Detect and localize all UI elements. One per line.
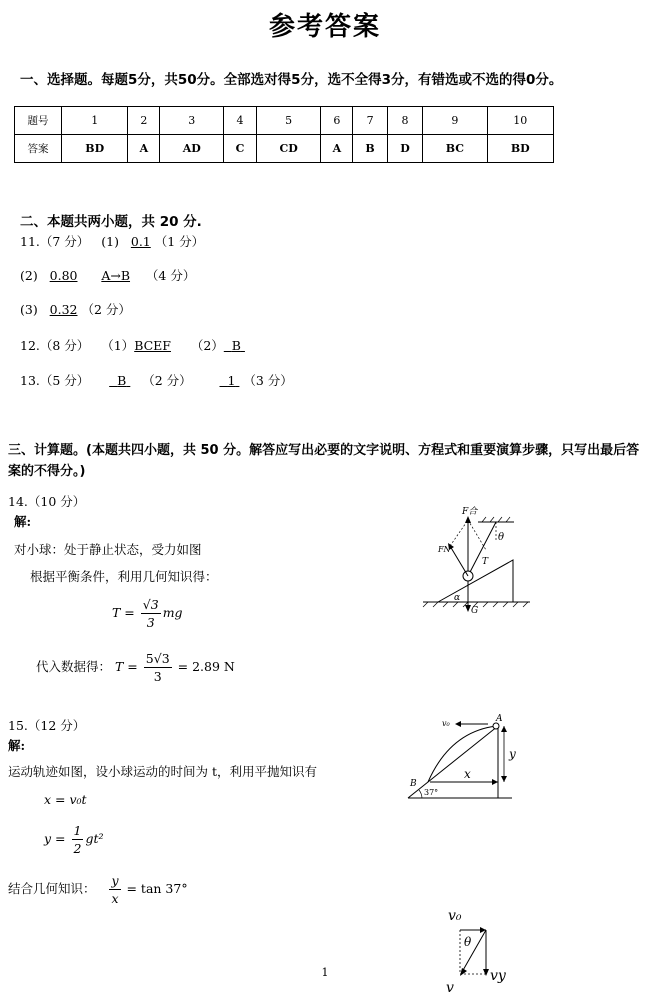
label-alpha: α: [454, 593, 461, 603]
table-row: [15, 107, 554, 135]
q15-label: 15.（12 分）: [8, 718, 86, 733]
table-cell: 6: [321, 107, 353, 135]
table-cell: 2: [128, 107, 160, 135]
denominator: 3: [153, 669, 162, 684]
table-cell: 10: [487, 107, 553, 135]
row-label-answer: 答案: [15, 135, 62, 163]
q12-label: 12.（8 分）: [20, 338, 90, 353]
q12-line: [20, 336, 245, 354]
page-title: 参考答案: [268, 12, 381, 42]
answer-value: 1: [227, 373, 236, 388]
answer-value: A→B: [101, 268, 131, 283]
table-row: [15, 135, 554, 163]
label-x: x: [464, 767, 471, 781]
table-cell: 5: [256, 107, 321, 135]
q11-label: 11.（7 分）: [20, 234, 90, 249]
score-text: （3 分）: [243, 373, 293, 388]
q14-text2: 根据平衡条件，利用几何知识得：: [30, 569, 218, 584]
fraction: [109, 872, 120, 907]
eq-lhs: T =: [112, 605, 135, 620]
label-T: T: [482, 557, 489, 567]
table-cell: 1: [62, 107, 128, 135]
q15-equation3: [8, 872, 188, 907]
label-vy: vy: [490, 968, 506, 984]
q14-jie: 解:: [14, 514, 32, 529]
part-label: (1): [101, 234, 119, 249]
section2-heading: 二、本题共两小题，共 20 分.: [20, 214, 202, 230]
denominator: 2: [73, 841, 82, 856]
denominator: 3: [146, 615, 155, 630]
q15-equation2: [44, 822, 104, 857]
table-cell: 7: [353, 107, 388, 135]
label-v0: v₀: [442, 719, 450, 728]
eq-rhs: = tan 37°: [126, 881, 188, 896]
part-label: (2): [20, 268, 38, 283]
section1-heading: 一、选择题。每题5分，共50分。全部选对得5分，选不全得3分，有错选或不选的得0分。: [20, 72, 563, 88]
answer-value: B: [231, 338, 241, 353]
q15-jie: 解:: [8, 738, 26, 753]
label-FN: FN: [438, 545, 451, 554]
label-v0: v₀: [448, 908, 462, 924]
eq-rhs: = 2.89 N: [177, 659, 235, 674]
table-cell: A: [128, 135, 160, 163]
table-cell: BD: [487, 135, 553, 163]
answer-value: 0.1: [130, 234, 151, 249]
page-number: 1: [321, 966, 329, 979]
numerator: y: [111, 873, 119, 888]
table-cell: 8: [387, 107, 422, 135]
label-37deg: 37°: [424, 788, 439, 797]
numerator: √3: [142, 597, 159, 612]
label-G: G: [471, 606, 479, 615]
eq-lhs: T =: [115, 659, 138, 674]
q14-text3: 代入数据得：: [36, 659, 112, 674]
fraction: [144, 650, 172, 685]
table-cell: 9: [423, 107, 487, 135]
score-text: （2 分）: [142, 373, 192, 388]
score-text: （2 分）: [81, 302, 131, 317]
q11-line3: [20, 300, 131, 318]
q15-velocity-diagram: [440, 902, 520, 994]
label-y: y: [509, 747, 516, 761]
label-v: v: [446, 980, 454, 994]
table-cell: 4: [224, 107, 257, 135]
label-theta: θ: [498, 532, 505, 543]
score-text: （4 分）: [145, 268, 196, 283]
label-theta: θ: [464, 935, 472, 949]
q14-text1: 对小球：处于静止状态，受力如图: [14, 542, 202, 557]
row-label-number: 题号: [15, 107, 62, 135]
table-cell: A: [321, 135, 353, 163]
label-B: B: [410, 779, 417, 789]
q13-label: 13.（5 分）: [20, 373, 90, 388]
q15-trajectory-diagram: [400, 712, 530, 802]
table-cell: 3: [160, 107, 224, 135]
fraction: [72, 822, 84, 857]
denominator: x: [111, 891, 119, 906]
q15-text1: 运动轨迹如图，设小球运动的时间为 t，利用平抛知识有: [8, 764, 317, 779]
q14-force-diagram: [418, 500, 538, 615]
label-F-total: F合: [462, 507, 478, 517]
part-label: （1）: [101, 338, 135, 353]
table-cell: C: [224, 135, 257, 163]
part-label: （2）: [190, 338, 224, 353]
answer-value: BCEF: [134, 338, 171, 353]
eq-lhs: y =: [44, 831, 66, 846]
q15-text2: 结合几何知识：: [8, 881, 96, 896]
eq-rhs: mg: [162, 605, 183, 620]
part-label: (3): [20, 302, 38, 317]
answer-value: 0.80: [49, 268, 78, 283]
table-cell: B: [353, 135, 388, 163]
table-cell: AD: [160, 135, 224, 163]
table-cell: CD: [256, 135, 321, 163]
answer-value: 0.32: [49, 302, 78, 317]
q14-label: 14.（10 分）: [8, 494, 86, 509]
q14-equation1: [112, 596, 183, 631]
table-cell: BD: [62, 135, 128, 163]
table-cell: BC: [423, 135, 487, 163]
label-A: A: [496, 714, 503, 724]
q13-line: [20, 371, 293, 389]
fraction: [141, 596, 161, 631]
q14-equation2: [36, 650, 235, 685]
answer-table: [14, 106, 554, 163]
score-text: （1 分）: [154, 234, 205, 249]
q11-line1: [20, 232, 204, 250]
section3-heading: 三、计算题。(本题共四小题，共 50 分。解答应写出必要的文字说明、方程式和重要演算步骤，只写出最后答案的不得分。): [8, 443, 640, 479]
q15-equation1: x = v₀t: [44, 792, 87, 807]
answer-value: B: [117, 373, 127, 388]
table-cell: D: [387, 135, 422, 163]
eq-rhs: gt²: [85, 831, 104, 846]
numerator: 5√3: [145, 651, 170, 666]
q11-line2: [20, 266, 195, 284]
numerator: 1: [73, 823, 82, 838]
